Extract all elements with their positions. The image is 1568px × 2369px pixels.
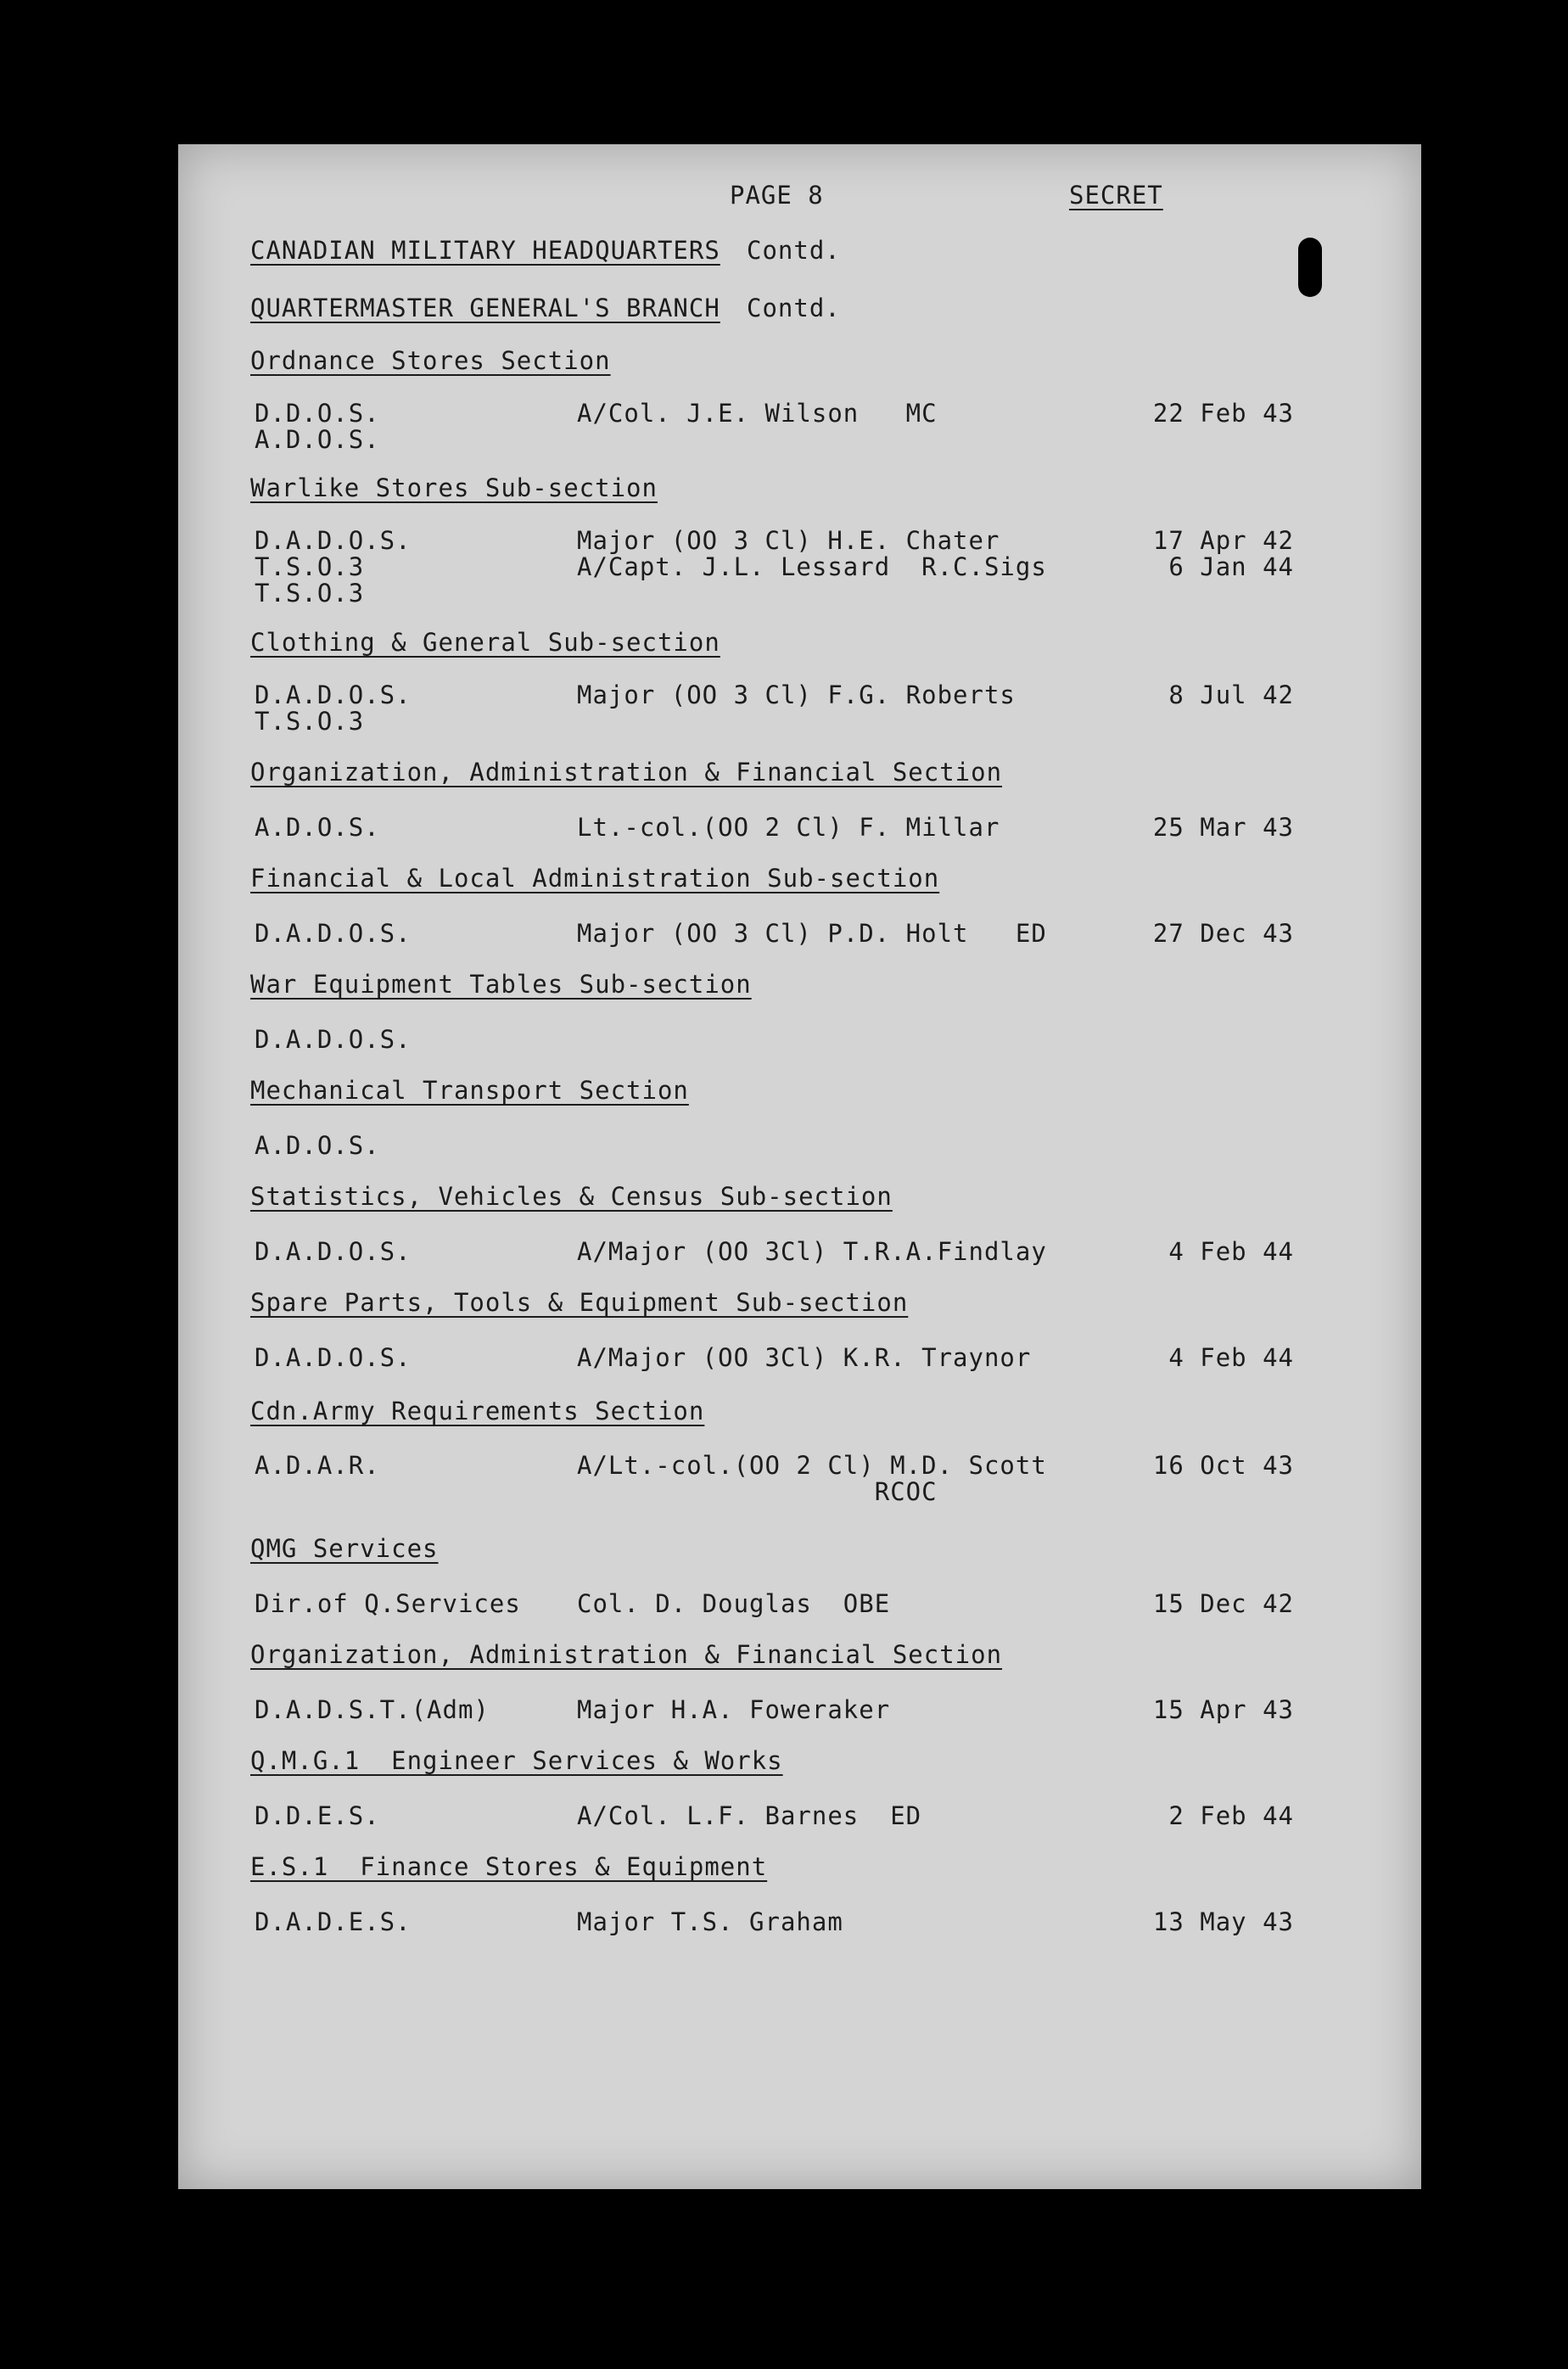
officer-name: Major T.S. Graham bbox=[577, 1907, 843, 1936]
appointment-date: 22 Feb 43 bbox=[1152, 399, 1294, 428]
section-heading: Organization, Administration & Financial Section bbox=[250, 758, 1003, 787]
section-heading: Organization, Administration & Financial Section bbox=[250, 1640, 1003, 1669]
appointment: Dir.of Q.Services bbox=[255, 1589, 521, 1618]
officer-name: A/Col. L.F. Barnes ED bbox=[577, 1801, 922, 1830]
officer-name: Lt.-col.(OO 2 Cl) F. Millar bbox=[577, 813, 1000, 842]
appointment: D.A.D.O.S. bbox=[255, 1237, 412, 1266]
section-heading: Ordnance Stores Section bbox=[250, 346, 611, 375]
appointment: A.D.A.R. bbox=[255, 1451, 380, 1480]
appointment: D.A.D.E.S. bbox=[255, 1907, 412, 1936]
appointment-date: 2 Feb 44 bbox=[1168, 1801, 1294, 1830]
appointment-date: 13 May 43 bbox=[1152, 1907, 1294, 1936]
appointment-date: 27 Dec 43 bbox=[1152, 919, 1294, 948]
corps-suffix: RCOC bbox=[577, 1477, 938, 1506]
officer-name: A/Col. J.E. Wilson MC bbox=[577, 399, 938, 428]
section-heading: Financial & Local Administration Sub-section bbox=[250, 864, 940, 893]
appointment-date: 15 Apr 43 bbox=[1152, 1695, 1294, 1724]
appointment: D.A.D.O.S. bbox=[255, 1025, 412, 1054]
appointment-date: 16 Oct 43 bbox=[1152, 1451, 1294, 1480]
appointment: D.A.D.O.S. bbox=[255, 1343, 412, 1372]
appointment: D.D.E.S. bbox=[255, 1801, 380, 1830]
officer-name: A/Major (OO 3Cl) T.R.A.Findlay bbox=[577, 1237, 1047, 1266]
appointment: T.S.O.3 bbox=[255, 552, 365, 581]
branch-suffix: Contd. bbox=[747, 294, 841, 322]
classification-stamp: SECRET bbox=[1069, 181, 1163, 210]
appointment-date: 15 Dec 42 bbox=[1152, 1589, 1294, 1618]
officer-name: A/Major (OO 3Cl) K.R. Traynor bbox=[577, 1343, 1032, 1372]
officer-name: Major (OO 3 Cl) H.E. Chater bbox=[577, 526, 1000, 555]
appointment: D.A.D.S.T.(Adm) bbox=[255, 1695, 490, 1724]
section-heading: Clothing & General Sub-section bbox=[250, 628, 720, 657]
officer-name: A/Capt. J.L. Lessard R.C.Sigs bbox=[577, 552, 1047, 581]
officer-name: Major (OO 3 Cl) P.D. Holt ED bbox=[577, 919, 1047, 948]
section-heading: Statistics, Vehicles & Census Sub-section bbox=[250, 1182, 893, 1211]
section-heading: Warlike Stores Sub-section bbox=[250, 473, 658, 502]
document-page bbox=[178, 144, 1421, 2189]
officer-name: Col. D. Douglas OBE bbox=[577, 1589, 891, 1618]
appointment-date: 4 Feb 44 bbox=[1168, 1343, 1294, 1372]
appointment: D.A.D.O.S. bbox=[255, 680, 412, 709]
appointment-date: 17 Apr 42 bbox=[1152, 526, 1294, 555]
section-heading: Spare Parts, Tools & Equipment Sub-section bbox=[250, 1288, 909, 1317]
appointment-date: 8 Jul 42 bbox=[1168, 680, 1294, 709]
section-heading: E.S.1 Finance Stores & Equipment bbox=[250, 1852, 768, 1881]
officer-name: Major H.A. Foweraker bbox=[577, 1695, 891, 1724]
appointment: D.A.D.O.S. bbox=[255, 919, 412, 948]
page-number: PAGE 8 bbox=[730, 181, 824, 210]
appointment-date: 6 Jan 44 bbox=[1168, 552, 1294, 581]
appointment: A.D.O.S. bbox=[255, 813, 380, 842]
appointment: D.D.O.S. bbox=[255, 399, 380, 428]
section-heading: War Equipment Tables Sub-section bbox=[250, 970, 752, 999]
appointment: D.A.D.O.S. bbox=[255, 526, 412, 555]
officer-name: A/Lt.-col.(OO 2 Cl) M.D. Scott bbox=[577, 1451, 1047, 1480]
section-heading: QMG Services bbox=[250, 1534, 439, 1563]
officer-name: Major (OO 3 Cl) F.G. Roberts bbox=[577, 680, 1016, 709]
section-heading: Mechanical Transport Section bbox=[250, 1076, 689, 1105]
hq-suffix: Contd. bbox=[747, 236, 841, 265]
appointment: A.D.O.S. bbox=[255, 425, 380, 454]
appointment: T.S.O.3 bbox=[255, 707, 365, 736]
branch-title: QUARTERMASTER GENERAL'S BRANCH bbox=[250, 294, 720, 322]
hq-title: CANADIAN MILITARY HEADQUARTERS bbox=[250, 236, 720, 265]
section-heading: Cdn.Army Requirements Section bbox=[250, 1397, 705, 1425]
appointment-date: 25 Mar 43 bbox=[1152, 813, 1294, 842]
section-heading: Q.M.G.1 Engineer Services & Works bbox=[250, 1746, 783, 1775]
ink-blot bbox=[1298, 238, 1322, 297]
appointment: A.D.O.S. bbox=[255, 1131, 380, 1160]
appointment: T.S.O.3 bbox=[255, 579, 365, 608]
appointment-date: 4 Feb 44 bbox=[1168, 1237, 1294, 1266]
